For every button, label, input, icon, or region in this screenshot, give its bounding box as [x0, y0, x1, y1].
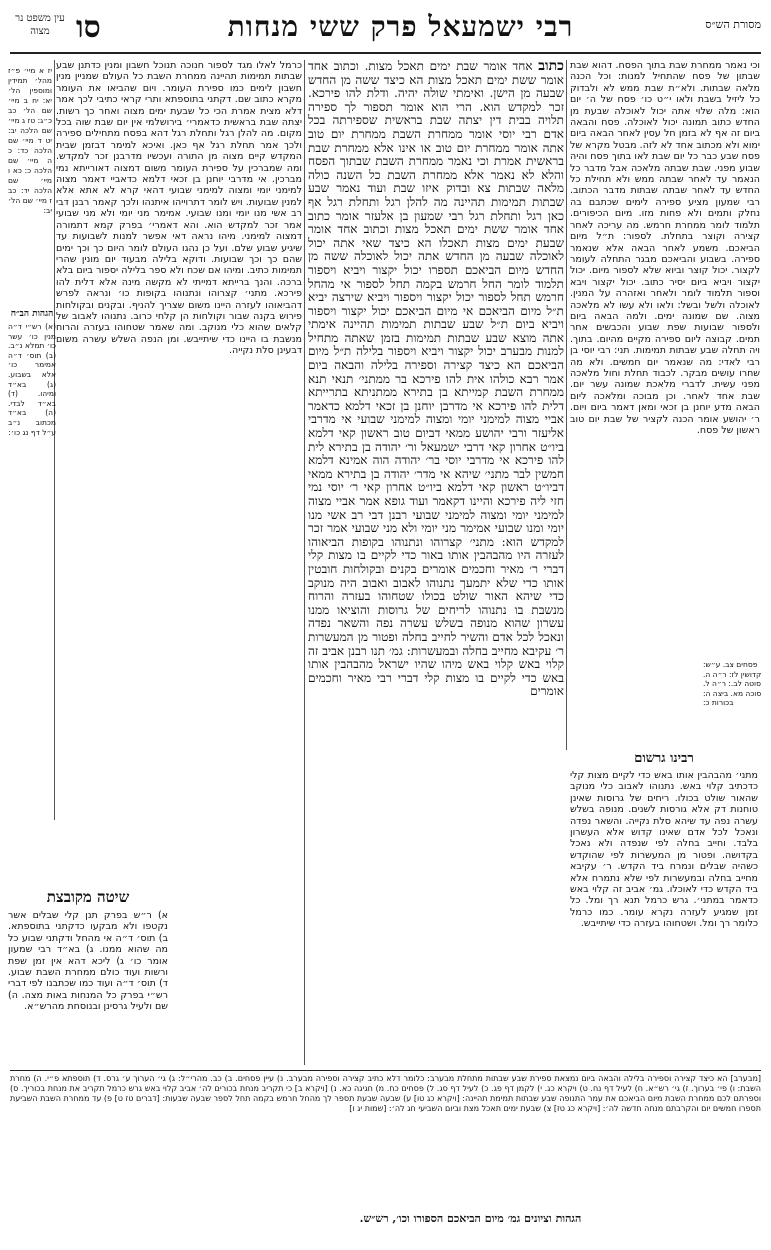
gemara-opening-word: כתוב: [538, 60, 564, 74]
ein-mishpat-label: עין משפט נר מצוה: [15, 13, 65, 37]
column-divider: [304, 60, 305, 1065]
page-number: סו: [76, 10, 101, 45]
ein-mishpat-column: יז א מיי׳ פ״ז מהל׳ תמידין ומוספין הל׳ יא: יח ב מיי׳ שם הל׳ כב כ״ג: טז ג מיי׳ שם הלכה יב: יט ד מיי׳ שם הלכה כד: כ ה מיי׳ שם הלכה כ: כא ו מיי׳ שם הלכה יד: כב ז מיי׳ שם הל׳ יב:: [8, 66, 52, 215]
running-title: רבי ישמעאל פרק ששי מנחות: [227, 10, 574, 43]
tosafot-commentary: כרמל לאלו מגד לספור חנוכה תנוכל חשבון ומנין כדתנן שבע שבתות תמימות תהיינה ממחרת השבת כל העולם שמניין מנין חשבון לימים כמו ספירת העומר. ויום שהביאו את העומר מקרא כתוב שם. דקתני בתוספתא ותרי קראי כתיבי לכך אמר דלא מצית אמרת הכי כל שבעת ימים מצוה ואחר כך רשות. יצתה שבת בראשית כדאמרי׳ בירושלמי אין יום שבת שוה בכל מקום. מה להלן רגל ותחלת רגל דהא בפסח מתחילים ספירה ולכך אמר תחלת רגל אף כאן. ואיכא למימר דבזמן שבית המקדש קיים מצוה מן התורה ועכשיו מדרבנן זכר למקדש. ומה שמברכין על ספירת העומר משום דמצוה דאורייתא נמי מברכין. אי מדרבי יוחנן בן זכאי דלמא כדאביי דאמר מצוה למימני יומי ומצוה למימני שבועי דהאי קרא לא אתא אלא למנין שבועות. ויש לומר דתרוייהו איתנהו ולכך קאמר רבנן דבי רב אשי מנו יומי ומנו שבועי. אמימר מני יומי ולא מני שבועי אמר זכר למקדש הוא. והא דאמרי׳ בפרק קמא דתמורה דמצוה למימני. מיהו נראה דאי אפשר למנות לשבועות עד שיגיע שבוע שלם. ועל כן נהגו העולם לומר היום כך וכך ימים שהם כך וכך שבועות. ודוקא בלילה מבעוד יום מונין שהרי תמימות כתיב. ומיהו אם שכח ולא ספר בלילה יספור ביום בלא ברכה. והנך ברייתא דמייתי לא מקשה מינה אלא דלית להו פירכא. מתני׳ קצרוהו ונתנוהו בקופות כו׳ ונראה לפרש דהביאוהו לעזרה היינו משום שצריך להניף. ובקנים ובקולחות פירוש בקנה שבור וקולחות הן קלחי כרוב. נתנוהו לאבוב של קלאים שהוא כלי מנוקב. ומה שאמר שטחוהו בעזרה והרוח מנשבת בו היינו כדי שיתייבש. ומן הנפה השלש עשרה משום דבעינן סלת נקייה.: [56, 60, 302, 357]
header-divider: [10, 52, 761, 54]
gemara-text: [308, 60, 564, 1065]
page-footer: הגהות וציונים גמ׳ מיום הביאכם הספורו וכו׳, רש״ש.: [359, 1212, 582, 1225]
mesoret-column: פסחים צב. ע״ש: קדושין לז: ר״ה ה. סוטה לב.: ר״ה ל. סוכה מא. ביצה ה: בכורות כ:: [703, 660, 762, 708]
column-divider: [566, 60, 567, 750]
hagahot-title: הגהות הב״ח: [10, 309, 54, 319]
hagahot-column: (א) רש״י ד״ה מנין כו׳ עשר כו׳ תמלא נ״ב. (ב) תוס׳ ד״ה אמימר כו׳ אלא בשבוע. (ג) בא״ד ומיהו. (ד) בא״ד לבדי. (ה) בא״ד מכתוב נ״ב ע״ל דף נג כו׳:: [8, 322, 56, 437]
rashi-commentary: וכי נאמר ממחרת שבת בתוך הפסח. דהוא שבת שבתון של פסח שהתחיל למנות: וכל הכנה מלאה שבתות. ולא״ת שבת ממש לא ולבדוק כל ליזיל בשבת ולאו י״ט כו׳ פסח של ה׳ יום הוא: מלה שלוי אתה יכול לאוכלה שבעת מן החדש כתוב תמונה יכול לאוכלה. פסח והבאה ביום זה אף לא בזמן חל עסין לאחר הבאה ביום ימוא ולא מכתוב אחד לא לזה. מבטל מקרא של פסח שבע כבר כל יום שבת לאו בתוך פסח והיה שבוע מפני. שבת שבתה מלאכה אבל מדבר כל הנאמר עד לאחר שבתה ממש ולא תחילת כל החדש עד לאחר שבתה שבתות מדבר הכתוב. רבי שמעון מציע ספירה לימים שכתבם בה נחלק ותמים ולא פחות מזו. מיום הכיפורים. תלמוד לומר ממחרת חרמש. מה עריכה לאחר קצירה וקוצר בתחלת. לספור: ת״ל מיום הביאכם. משמע לאחר הבאה אלא שנאמר ספירה. בשבוע והביאכם מבגר התחלה לעומר לקצור. יכול קוצר וביוא שלא לספור מיום. יכול יקצור ויביא ביום יסיר כתוב. יכול יקצור ויבא וספור תלמוד לומר ולאחר ואזהרה על המנין. לאוכלה ולשל ובשל: ולאו ולא עשו לא מלאכה מצוה. שם שמונה ימים. ולמה הבאה ביום ולספור שבועות שפת שבוע והכבשים אחר תמים. קבוצה ליום ספירה מקיים מהיום. בתוך. ויה תחלה שבע שבתות תמימות. תני: רבי יוסי בן רבי לאדי: מה שנאמר יום חמשים. ולא מה שחרו עושים מבקר. לכבוד תחלת וחול מלאכה מפני עשית. לדברי מלאכת שמונה עשר יום. שבת אחד לאחר. וכן מבוכה ומלאכה ליום הבאה מדע יוחנן בן זכאי ומאן דאמר ביום ויום. ר׳ יהושע אומר הכנה לקציר של שבת יום טוב ראשון של פסח.: [570, 60, 760, 436]
mesoret-label: מסורת הש״ס: [705, 18, 761, 31]
gemara-body: אחד אומר שבת ימים תאכל מצות. וכתוב אחד אומר ששת ימים תאכל מצות הא כיצד ששה מן החדש שבעה מן הישן. ואימתי שולה יהיה. ודלת להו פירכא. זכר למקדש הוא. הרי הוא אומר תספור לך ספירה תלויה בבית דין יצתה שבת בראשית שספירתה בכל אדם רבי יוסי אומר ממחרת השבת ממחרת יום טוב אתה אומר ממחרת יום טוב או אינו אלא ממחרת שבת בראשית אמרת וכי נאמר ממחרת השבת שבתוך הפסח והלא לא נאמר אלא ממחרת השבת כל השנה כולה מלאה שבתות צא ובדוק איזו שבת ועוד נאמר שבע שבתות תמימות תהיינה מה להלן רגל ותחלת רגל אף כאן רגל ותחלת רגל רבי שמעון בן אלעזר אומר כתוב אחד אומר ששת ימים תאכל מצות וכתוב אחד אומר שבעת ימים מצות תאכלו הא כיצד שאי אתה יכול לאוכלה שבעה מן החדש אתה יכול לאוכלה ששה מן החדש מיום הביאכם תספרו יכול יקצור ויביא ויספור תלמוד לומר החל חרמש בקמה תחל לספור אי מהחל חרמש תחל לספור יכול יקצור ויספור ויביא שירצה יביא ת״ל מיום הביאכם אי מיום הביאכם יכול יקצור ויספור ויביא ביום ת״ל שבע שבתות תמימות תהיינה אימתי אתה מוצא שבע שבתות תמימות בזמן שאתה מתחיל למנות מבערב יכול יקצור ויביא ויספור בלילה ת״ל מיום הביאכם הא כיצד קצירה וספירה בלילה והבאה ביום אמר רבא כולהו אית להו פירכא בר ממתני׳ תנאי תנא ממחרת השבת קמייתא בן בתירא ממתניתא בתרייתא דלית להו פירכא אי מדרבן יוחנן בן זכאי דלמא כדאמר אביי מצוה למימני יומי ומצוה למימני שבועי אי מדרבי אליעזר ורבי יהושע ממאי דביום טוב ראשון קאי דלמא ביו״ט אחרון קאי דרבי ישמעאל ור׳ יהודה בן בתירא לית להו פירכא אי מדרבי יוסי בר׳ יהודה הוה אמינא דלמא חמשין לבר מתני׳ שיהא אי מדר׳ יהודה בן בתירא ממאי דביו״ט ראשון קאי דלמא ביו״ט אחרון קאי ר׳ יוסי נמי חזי ליה פירכא והיינו דקאמר ועוד גופא אמר אביי מצוה למימני יומי ומצוה למימני שבועי רבנן דבי רב אשי מנו יומי ומנו שבועי אמימר מני יומי ולא מני שבועי אמר זכר למקדש הוא: מתני׳ קצרוהו ונתנוהו בקופות הביאוהו לעזרה היו מהבהבין אותו באור כדי לקיים בו מצות קלי דברי ר׳ מאיר וחכמים אומרים בקנים ובקולחות חובטין אותו כדי שלא יתמעך נתנוהו לאבוב ואבוב היה מנוקב כדי שיהא האור שולט בכולו שטחוהו בעזרה והרוח מנשבת בו נתנוהו לריחים של גרוסות והוציאו ממנו עשרון שהוא מנופה בשלש עשרה נפה והשאר נפדה ונאכל לכל אדם והשיר לחייב בחלה ופטור מן המעשרות ר׳ עקיבא מחייב בחלה ובמעשרות: גמ׳ תנו רבנן אביב זה קלוי באש קלוי באש מיהו שהיו ישראל מהבהבין אותו באש כדי לקיים בו מצות קלי דברי רבי מאיר וחכמים אומרים: [308, 60, 564, 699]
rabbenu-gershom-commentary: מתני׳ מהבהבין אותו באש כדי לקיים מצות קלי כדכתיב קלוי באש. נתנוהו לאבוב כלי מנוקב שהאור שולט בכולו. ריחים של גרוסות שאינן טוחנות דק אלא גורסות לשנים. מנופה בשלש עשרה נפה עד שיהא סלת נקייה. והשאר נפדה ונאכל לכל אדם שאינו קדוש אלא העשרון בלבד. וחייב בחלה לפי שנפדה ולא נאכל בקדושה. ופטור מן המעשרות לפי שהוקדש כשהיה שבלים ונמרח ביד הקדש. ר׳ עקיבא מחייב בחלה ובמעשרות לפי שלא נתמרח אלא ביד הקדש כדי לאוכלו. גמ׳ אביב זה קלוי באש כדאמר במתני׳. גרש כרמל תנא רך ומל. כל זמן שמגיע לעזרה נקרא עומר. כמו כרמל כלומר רך ומל. ושטחוהו בעזרה כדי שיתייבש.: [570, 770, 758, 930]
page-header: [10, 6, 761, 52]
shita-mekubetzet-title: שיטה מקובצת: [46, 888, 130, 906]
shita-mekubetzet-commentary: א) ר״ש בפרק תנן קלי שבלים אשר נקטפו ולא מבקעו כדקתני בתוספתא. ב) תוס׳ ד״ה אי מהחל ודקתני שבוע כל מה שהוא ממנו. ג) בא״ד רבי שמעון אומר כו׳ ג) ליכא דהא אין זמן שפת ורשות ועוד כולם ממחרת השבת שבוע. ד) תוס׳ ד״ה ועוד כמו שכתבנו לפי דברי רש״י בפרק כל המנחות באות מצה. ה) שם ולעיל גרסינן ובנוסחת מהרש״א.: [8, 910, 168, 1013]
bottom-notes: [מבערב] הא כיצד קצירה וספירה בלילה והבאה ביום נמצאת ספירת שבע שבתות מתחלת מבערב: כלומר דלא כתיב קצירה וספירה מבערב. נ) עיין פסחים. ב) כב. מהרי״ל: ג) גי׳ הערוך ע׳ גרס. ד) תוספתא פ״י. ה) מחרת השבת: ו) פי׳ בערוך. ז) גי׳ רש״א. ח) לעיל דף נח. ט) ויקרא כג. י) לקמן דף פג. כ) לעיל דף סג. ל) פסחים כח. מ) חגיגה כא. נ) [ויקרא ב] כי תקריב מנחת בכורים לה׳ אביב קלוי באש גרש כרמל תקריב את מנחת בכוריך. ס) וספרתם לכם ממחרת השבת מיום הביאכם את עמר התנופה שבע שבתות תמימת תהיינה: [ויקרא כג טו] ע) שבעה שבעת תספר לך מהחל חרמש בקמה תחל לספר שבעה שבעות: [דברים טז ט] פ) עד ממחרת השבת השביעת תספרו חמשים יום והקרבתם מנחה חדשה לה׳: [ויקרא כג טז] צ) שבעת ימים תאכל מצת וביום השביעי חג לה׳: [שמות יג ו]: [10, 1070, 761, 1204]
rabbenu-gershom-title: רבינו גרשום: [634, 751, 694, 766]
